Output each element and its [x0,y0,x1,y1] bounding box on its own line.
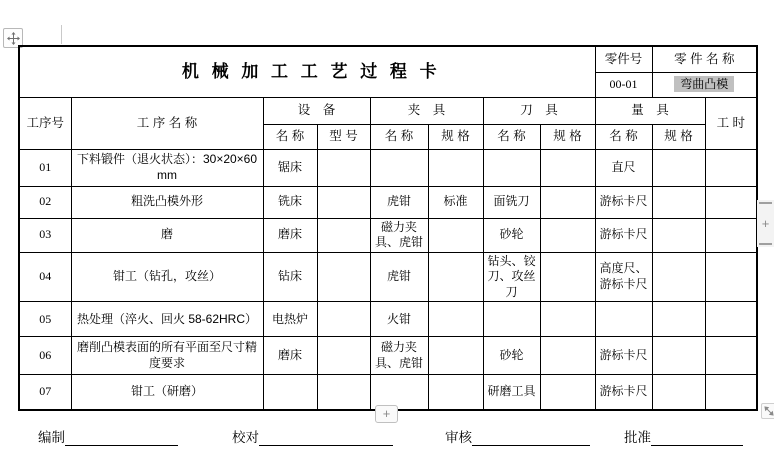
selection-highlight[interactable]: 弯曲凸模 [674,76,734,92]
text-cursor-line [61,25,62,44]
cell-process-no[interactable]: 03 [19,218,71,252]
cell-tool-name[interactable] [483,302,540,337]
cell-process-no[interactable]: 04 [19,252,71,302]
cell-gauge-name[interactable] [595,302,652,337]
cell-tool-name[interactable]: 砂轮 [483,337,540,375]
cell-gauge-spec[interactable] [652,375,705,410]
cell-tool-spec[interactable] [540,252,595,302]
cell-equip-model[interactable] [317,149,370,186]
cell-gauge-spec[interactable] [652,186,705,218]
cell-gauge-spec[interactable] [652,252,705,302]
sub-equip-name[interactable]: 名 称 [263,124,317,149]
cell-fixture-name[interactable]: 磁力夹具、虎钳 [370,218,428,252]
cell-gauge-name[interactable]: 游标卡尺 [595,186,652,218]
cell-fixture-spec[interactable]: 标准 [428,186,483,218]
cell-process-name[interactable]: 钳工（钻孔，攻丝） [71,252,263,302]
sub-tool-spec[interactable]: 规 格 [540,124,595,149]
page-title[interactable]: 机 械 加 工 工 艺 过 程 卡 [19,46,595,97]
cell-equip-name[interactable] [263,375,317,410]
cell-process-no[interactable]: 02 [19,186,71,218]
sub-tool-name[interactable]: 名 称 [483,124,540,149]
part-name-label[interactable]: 零 件 名 称 [652,46,757,72]
sign-label-shenhe[interactable]: 审核 [445,430,472,445]
cell-hours[interactable] [705,149,757,186]
cell-tool-spec[interactable] [540,149,595,186]
cell-hours[interactable] [705,186,757,218]
cell-gauge-name[interactable]: 游标卡尺 [595,375,652,410]
sign-label-bianzhi[interactable]: 编制 [38,430,65,445]
signature-row [0,426,774,446]
cell-process-name[interactable]: 钳工（研磨） [71,375,263,410]
resize-icon [764,406,774,416]
sign-label-jiaodui[interactable]: 校对 [232,430,259,445]
sub-fixture-spec[interactable]: 规 格 [428,124,483,149]
cell-fixture-name[interactable] [370,149,428,186]
cell-fixture-name[interactable]: 火钳 [370,302,428,337]
group-fixture[interactable]: 夹 具 [370,97,483,124]
sub-equip-model[interactable]: 型 号 [317,124,370,149]
cell-fixture-name[interactable]: 虎钳 [370,186,428,218]
cell-gauge-name[interactable]: 游标卡尺 [595,218,652,252]
cell-fixture-spec[interactable] [428,252,483,302]
cell-equip-name[interactable]: 钻床 [263,252,317,302]
table-resize-handle[interactable] [761,403,774,419]
cell-process-name[interactable]: 磨削凸模表面的所有平面至尺寸精度要求 [71,337,263,375]
cell-tool-name[interactable]: 研磨工具 [483,375,540,410]
cell-tool-spec[interactable] [540,302,595,337]
sign-label-pizhun[interactable]: 批准 [624,430,651,445]
cell-fixture-name[interactable]: 虎钳 [370,252,428,302]
part-name-value[interactable] [652,72,757,97]
cell-equip-name[interactable]: 锯床 [263,149,317,186]
move-icon [7,32,20,45]
col-process-name[interactable]: 工 序 名 称 [71,97,263,149]
table-row [19,302,757,337]
cell-equip-model[interactable] [317,186,370,218]
cell-fixture-spec[interactable] [428,375,483,410]
cell-tool-spec[interactable] [540,186,595,218]
col-process-no[interactable]: 工序号 [19,97,71,149]
cell-gauge-name[interactable]: 高度尺、游标卡尺 [595,252,652,302]
table-row [19,149,757,186]
cell-equip-model[interactable] [317,302,370,337]
cell-gauge-spec[interactable] [652,218,705,252]
cell-fixture-spec[interactable] [428,149,483,186]
cell-process-no[interactable]: 06 [19,337,71,375]
cell-equip-name[interactable]: 铣床 [263,186,317,218]
widget-bottom-bar [759,243,772,245]
signature-line [65,431,178,446]
group-tool[interactable]: 刀 具 [483,97,595,124]
cell-gauge-spec[interactable] [652,302,705,337]
signature-line [472,431,590,446]
widget-top-bar [759,202,772,204]
signature-line [651,431,743,446]
cell-hours[interactable] [705,218,757,252]
cell-gauge-spec[interactable] [652,149,705,186]
group-gauge[interactable]: 量 具 [595,97,705,124]
cell-process-name[interactable]: 热处理（淬火、回火 58-62HRC） [71,302,263,337]
cell-tool-spec[interactable] [540,337,595,375]
cell-tool-name[interactable] [483,149,540,186]
cell-gauge-name[interactable]: 直尺 [595,149,652,186]
add-row-button[interactable]: + [375,405,398,423]
cell-process-name[interactable]: 下料锻件（退火状态）：30×20×60mm [71,149,263,186]
cell-fixture-spec[interactable] [428,218,483,252]
part-no-value[interactable]: 00-01 [595,72,652,97]
cell-process-name[interactable]: 粗洗凸模外形 [71,186,263,218]
sub-fixture-name[interactable]: 名 称 [370,124,428,149]
cell-gauge-name[interactable]: 游标卡尺 [595,337,652,375]
cell-fixture-spec[interactable] [428,337,483,375]
cell-process-name[interactable]: 磨 [71,218,263,252]
cell-fixture-name[interactable]: 磁力夹具、虎钳 [370,337,428,375]
cell-equip-name[interactable]: 磨床 [263,218,317,252]
cell-equip-name[interactable]: 电热炉 [263,302,317,337]
cell-tool-name[interactable]: 面铣刀 [483,186,540,218]
signature-line [259,431,393,446]
cell-fixture-spec[interactable] [428,302,483,337]
cell-equip-model[interactable] [317,218,370,252]
cell-process-no[interactable]: 05 [19,302,71,337]
cell-hours[interactable] [705,375,757,410]
cell-equip-model[interactable] [317,337,370,375]
cell-tool-spec[interactable] [540,218,595,252]
col-hours[interactable]: 工 时 [705,97,757,149]
cell-tool-spec[interactable] [540,375,595,410]
cell-gauge-spec[interactable] [652,337,705,375]
cell-process-no[interactable]: 07 [19,375,71,410]
cell-process-no[interactable]: 01 [19,149,71,186]
cell-equip-model[interactable] [317,375,370,410]
cell-tool-name[interactable]: 钻头、铰刀、攻丝刀 [483,252,540,302]
group-equipment[interactable]: 设 备 [263,97,370,124]
sub-gauge-spec[interactable]: 规 格 [652,124,705,149]
cell-hours[interactable] [705,337,757,375]
process-card-table [18,45,758,411]
cell-hours[interactable] [705,302,757,337]
table-row [19,337,757,375]
table-row [19,186,757,218]
part-no-label[interactable]: 零件号 [595,46,652,72]
cell-equip-name[interactable]: 磨床 [263,337,317,375]
cell-tool-name[interactable]: 砂轮 [483,218,540,252]
sub-gauge-name[interactable]: 名 称 [595,124,652,149]
table-row [19,252,757,302]
plus-icon[interactable]: + [761,215,770,231]
cell-equip-model[interactable] [317,252,370,302]
table-row [19,218,757,252]
cell-hours[interactable] [705,252,757,302]
side-panel-widget[interactable] [757,200,774,247]
